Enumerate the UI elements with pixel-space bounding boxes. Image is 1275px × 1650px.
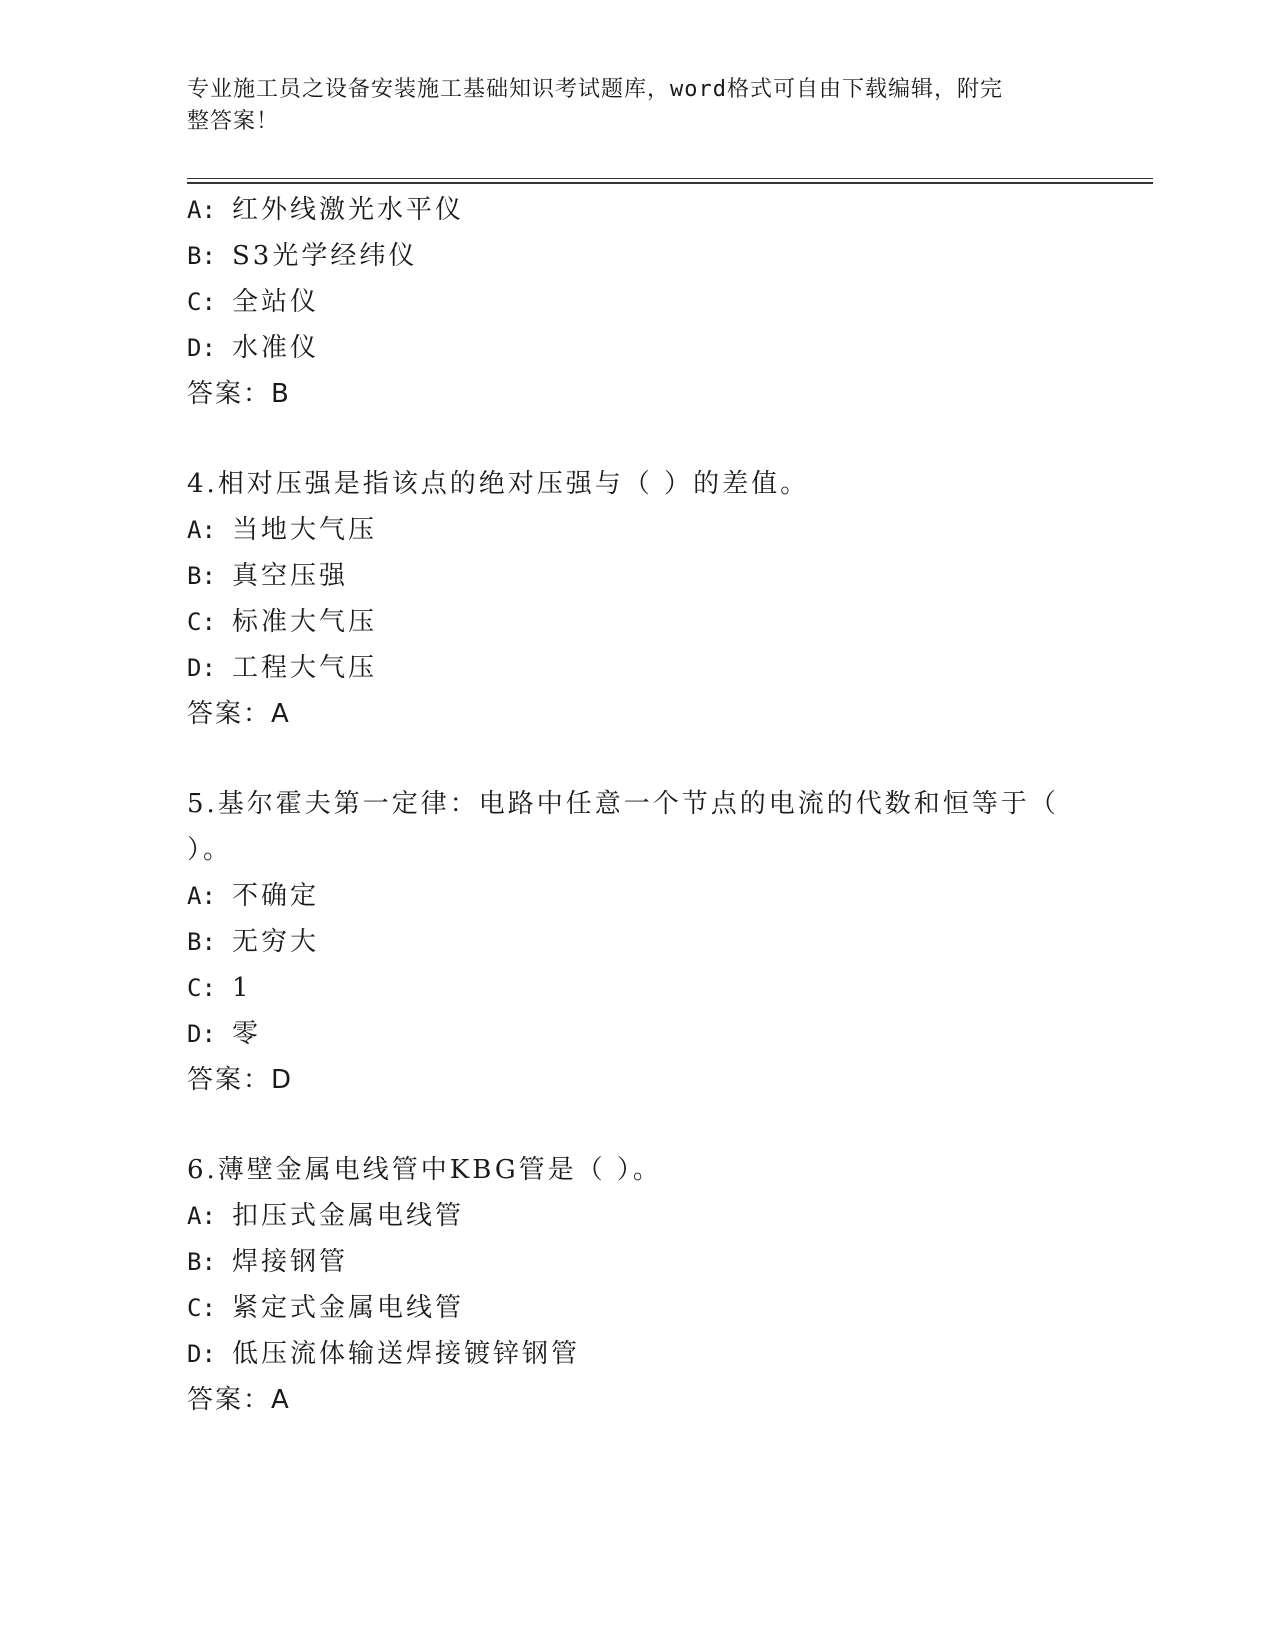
- option-text: 无穷大: [232, 927, 320, 957]
- option-text: 全站仪: [232, 287, 320, 317]
- option-text: 真空压强: [232, 561, 349, 591]
- option-text: 水准仪: [232, 333, 320, 363]
- option-c: [187, 279, 1087, 325]
- header-divider-thick: [187, 182, 1153, 184]
- option-d: [187, 325, 1087, 371]
- header-line-1: 专业施工员之设备安装施工基础知识考试题库，word格式可自由下载编辑，附完: [187, 77, 1003, 102]
- option-text: S3光学经纬仪: [232, 241, 418, 271]
- option-letter: D:: [187, 1340, 216, 1368]
- option-letter: C:: [187, 1294, 216, 1322]
- option-letter: C:: [187, 288, 216, 316]
- question-list: [187, 187, 1087, 1423]
- option-d: [187, 1011, 1087, 1057]
- answer-line: 答案：B: [187, 379, 291, 409]
- question-5: [187, 781, 1087, 1103]
- question-text: 6.薄壁金属电线管中KBG管是（ ）。: [187, 1155, 662, 1185]
- option-letter: B:: [187, 928, 216, 956]
- spacer: [187, 417, 1087, 461]
- option-text: 扣压式金属电线管: [232, 1201, 465, 1231]
- option-letter: A:: [187, 516, 216, 544]
- option-text: 紧定式金属电线管: [232, 1293, 465, 1323]
- option-text: 红外线激光水平仪: [232, 195, 465, 225]
- option-letter: D:: [187, 334, 216, 362]
- option-text: 标准大气压: [232, 607, 378, 637]
- option-text: 当地大气压: [232, 515, 378, 545]
- document-header: [187, 74, 1067, 138]
- answer-line: 答案：A: [187, 699, 291, 729]
- option-a: [187, 873, 1087, 919]
- option-b: [187, 1239, 1087, 1285]
- option-letter: B:: [187, 242, 216, 270]
- spacer: [187, 1103, 1087, 1147]
- option-text: 零: [232, 1019, 262, 1049]
- question-text-continued: ）。: [187, 835, 233, 865]
- header-line-2: 整答案！: [187, 109, 280, 134]
- option-b: [187, 919, 1087, 965]
- option-text: 工程大气压: [232, 653, 378, 683]
- option-b: [187, 553, 1087, 599]
- option-a: [187, 507, 1087, 553]
- option-text: 不确定: [232, 881, 320, 911]
- question-4: [187, 461, 1087, 737]
- header-divider-thin: [187, 178, 1153, 179]
- option-c: [187, 1285, 1087, 1331]
- option-a: [187, 1193, 1087, 1239]
- option-text: 焊接钢管: [232, 1247, 349, 1277]
- option-c: [187, 599, 1087, 645]
- option-letter: B:: [187, 1248, 216, 1276]
- option-letter: D:: [187, 1020, 216, 1048]
- option-letter: A:: [187, 196, 216, 224]
- answer-line: 答案：A: [187, 1385, 291, 1415]
- option-d: [187, 1331, 1087, 1377]
- option-letter: D:: [187, 654, 216, 682]
- option-letter: A:: [187, 1202, 216, 1230]
- option-letter: C:: [187, 608, 216, 636]
- question-3: [187, 187, 1087, 417]
- spacer: [187, 737, 1087, 781]
- option-letter: C:: [187, 974, 216, 1002]
- option-d: [187, 645, 1087, 691]
- option-letter: B:: [187, 562, 216, 590]
- answer-line: 答案：D: [187, 1065, 294, 1095]
- question-text: 5.基尔霍夫第一定律：电路中任意一个节点的电流的代数和恒等于（: [187, 789, 1059, 819]
- option-c: [187, 965, 1087, 1011]
- option-letter: A:: [187, 882, 216, 910]
- question-6: [187, 1147, 1087, 1423]
- option-text: 低压流体输送焊接镀锌钢管: [232, 1339, 581, 1369]
- option-text: 1: [232, 973, 252, 1003]
- option-b: [187, 233, 1087, 279]
- option-a: [187, 187, 1087, 233]
- question-text: 4.相对压强是指该点的绝对压强与（ ）的差值。: [187, 469, 810, 499]
